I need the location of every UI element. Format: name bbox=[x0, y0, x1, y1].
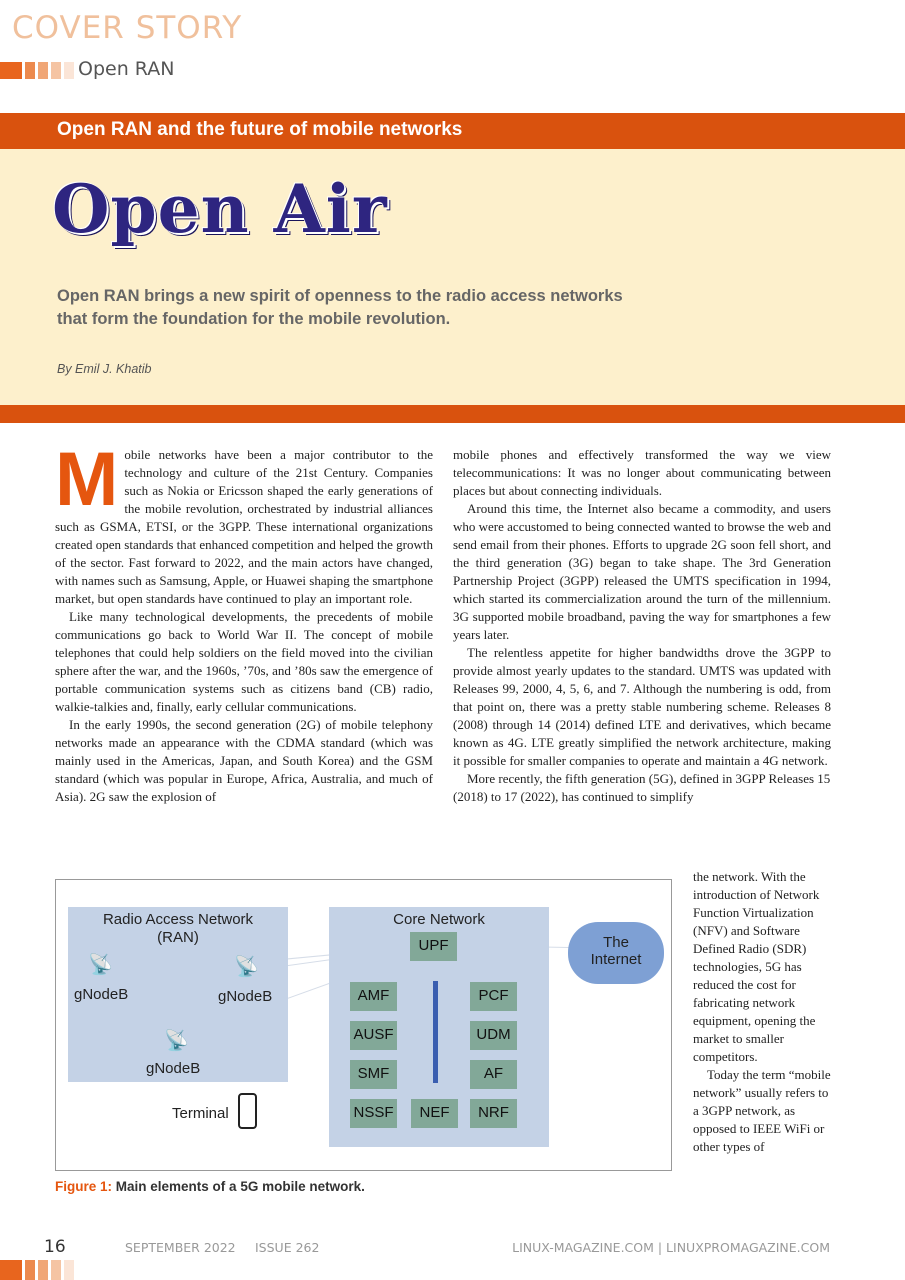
function-smf: SMF bbox=[350, 1060, 397, 1089]
caption-label: Figure 1: bbox=[55, 1179, 113, 1194]
section-squares bbox=[0, 62, 74, 79]
paragraph: In the early 1990s, the second generation (2G) of mobile telephony networks made an appearance with the CDMA standard (which was mainly used in the Americas, Japan, and South Korea) and the GSM standard (which was popular in Europe, Africa, Australia, and much of Asia). 2G saw the explosion of bbox=[55, 717, 433, 804]
section-name: Open RAN bbox=[78, 58, 175, 80]
antenna-icon: 📡 bbox=[88, 954, 113, 976]
function-upf: UPF bbox=[410, 932, 457, 961]
function-nssf: NSSF bbox=[350, 1099, 397, 1128]
gnodeb-label: gNodeB bbox=[146, 1060, 201, 1077]
terminal-label: Terminal bbox=[172, 1105, 229, 1122]
footer-squares bbox=[0, 1260, 74, 1280]
function-af: AF bbox=[470, 1060, 517, 1089]
column-narrow bbox=[693, 868, 831, 1156]
caption-text: Main elements of a 5G mobile network. bbox=[115, 1179, 365, 1194]
paragraph: More recently, the fifth generation (5G), defined in 3GPP Releases 15 (2018) to 17 (2022), has continued to simplify bbox=[453, 771, 831, 804]
internet-cloud: The Internet bbox=[568, 922, 664, 984]
paragraph bbox=[55, 437, 433, 608]
paragraph: The relentless appetite for higher bandwidths drove the 3GPP to provide almost yearly updates to the standard. UMTS was updated with Releases 99, 2000, 4, 5, 6, and 7. Although the numbering is odd, from that point on, there was a pretty stable numbering scheme. Releases 8 (2008) through 14 (2014) defined LTE and derivatives, which became known as 4G. LTE greatly simplified the network architecture, making it possible for smaller companies to operate and maintain a 4G network. bbox=[453, 645, 831, 768]
paragraph: the network. With the introduction of Network Function Virtualization (NFV) and Software Defined Radio (SDR) technologies, 5G has reduced the cost for fabricating network equipment, opening the market to smaller competitors. bbox=[693, 869, 820, 1064]
phone-icon bbox=[238, 1093, 257, 1129]
antenna-icon: 📡 bbox=[164, 1030, 189, 1052]
page-number: 16 bbox=[44, 1237, 66, 1257]
paragraph: Like many technological developments, the precedents of mobile communications go back to World War II. The concept of mobile telephones that could help soldiers on the field moved into the civilian sphere after the war, and the 1960s, ’70s, and ’80s saw the emergence of portable communication systems such as citizens band (CB) radio, walkie-talkies and, finally, early cellular communications. bbox=[55, 609, 433, 714]
figure-5g-network bbox=[55, 879, 672, 1171]
topic-banner: Open RAN and the future of mobile networks bbox=[0, 113, 905, 149]
issue-number: ISSUE 262 bbox=[255, 1240, 320, 1255]
column-left bbox=[55, 437, 433, 806]
paragraph: Today the term “mobile network” usually refers to a 3GPP network, as opposed to IEEE WiFi or other types of bbox=[693, 1067, 831, 1154]
antenna-icon: 📡 bbox=[234, 956, 259, 978]
byline: By Emil J. Khatib bbox=[57, 362, 152, 376]
core-title: Core Network bbox=[393, 911, 485, 928]
function-pcf: PCF bbox=[470, 982, 517, 1011]
function-amf: AMF bbox=[350, 982, 397, 1011]
gnodeb-label: gNodeB bbox=[218, 988, 273, 1005]
ran-title: Radio Access Network bbox=[102, 911, 254, 928]
footer-urls: LINUX-MAGAZINE.COM | LINUXPROMAGAZINE.COM bbox=[512, 1240, 830, 1255]
article-deck: Open RAN brings a new spirit of openness to the radio access networks that form the foundation for the mobile revolution. bbox=[57, 287, 623, 328]
header-divider bbox=[0, 405, 905, 423]
function-udm: UDM bbox=[470, 1021, 517, 1050]
issue-date: SEPTEMBER 2022 bbox=[125, 1240, 236, 1255]
paragraph: Around this time, the Internet also became a commodity, and users who were accustomed to being connected wanted to browse the web and send email from their phones. Efforts to upgrade 2G soon fell short, and the third generation (3G) began to take shape. The 3rd Generation Partnership Project (3GPP) released the UMTS specification in 1994, which started its commercialization around the turn of the millennium. 3G supported mobile broadband, paving the way for smartphones a few years later. bbox=[453, 501, 831, 642]
gnodeb-label: gNodeB bbox=[74, 986, 129, 1003]
function-nrf: NRF bbox=[470, 1099, 517, 1128]
service-bus bbox=[433, 981, 438, 1083]
article-title: Open Air bbox=[52, 170, 388, 248]
paragraph: mobile phones and effectively transformed the way we view telecommunications: It was no longer about communicating between places but about connecting individuals. bbox=[453, 447, 831, 498]
function-nef: NEF bbox=[411, 1099, 458, 1128]
drop-cap: M bbox=[55, 437, 119, 522]
section-kicker: COVER STORY bbox=[12, 10, 243, 46]
function-ausf: AUSF bbox=[350, 1021, 397, 1050]
paragraph-text: obile networks have been a major contributor to the technology and culture of the 21st Century. Companies such as Nokia or Ericsson shaped the early generations of the mobile revolution, orchestrated by industrial alliances such as GSMA, ETSI, or the 3GPP. These international organizations created open standards that enhanced competition and helped the growth of the sector. Fast forward to 2022, and the main actors have changed, with names such as Samsung, Apple, or Huawei shaping the smartphone market, but open standards have continued to play an important role. bbox=[55, 447, 433, 606]
column-right bbox=[453, 446, 831, 806]
figure-caption bbox=[55, 1179, 365, 1194]
ran-subtitle: (RAN) bbox=[157, 929, 199, 946]
